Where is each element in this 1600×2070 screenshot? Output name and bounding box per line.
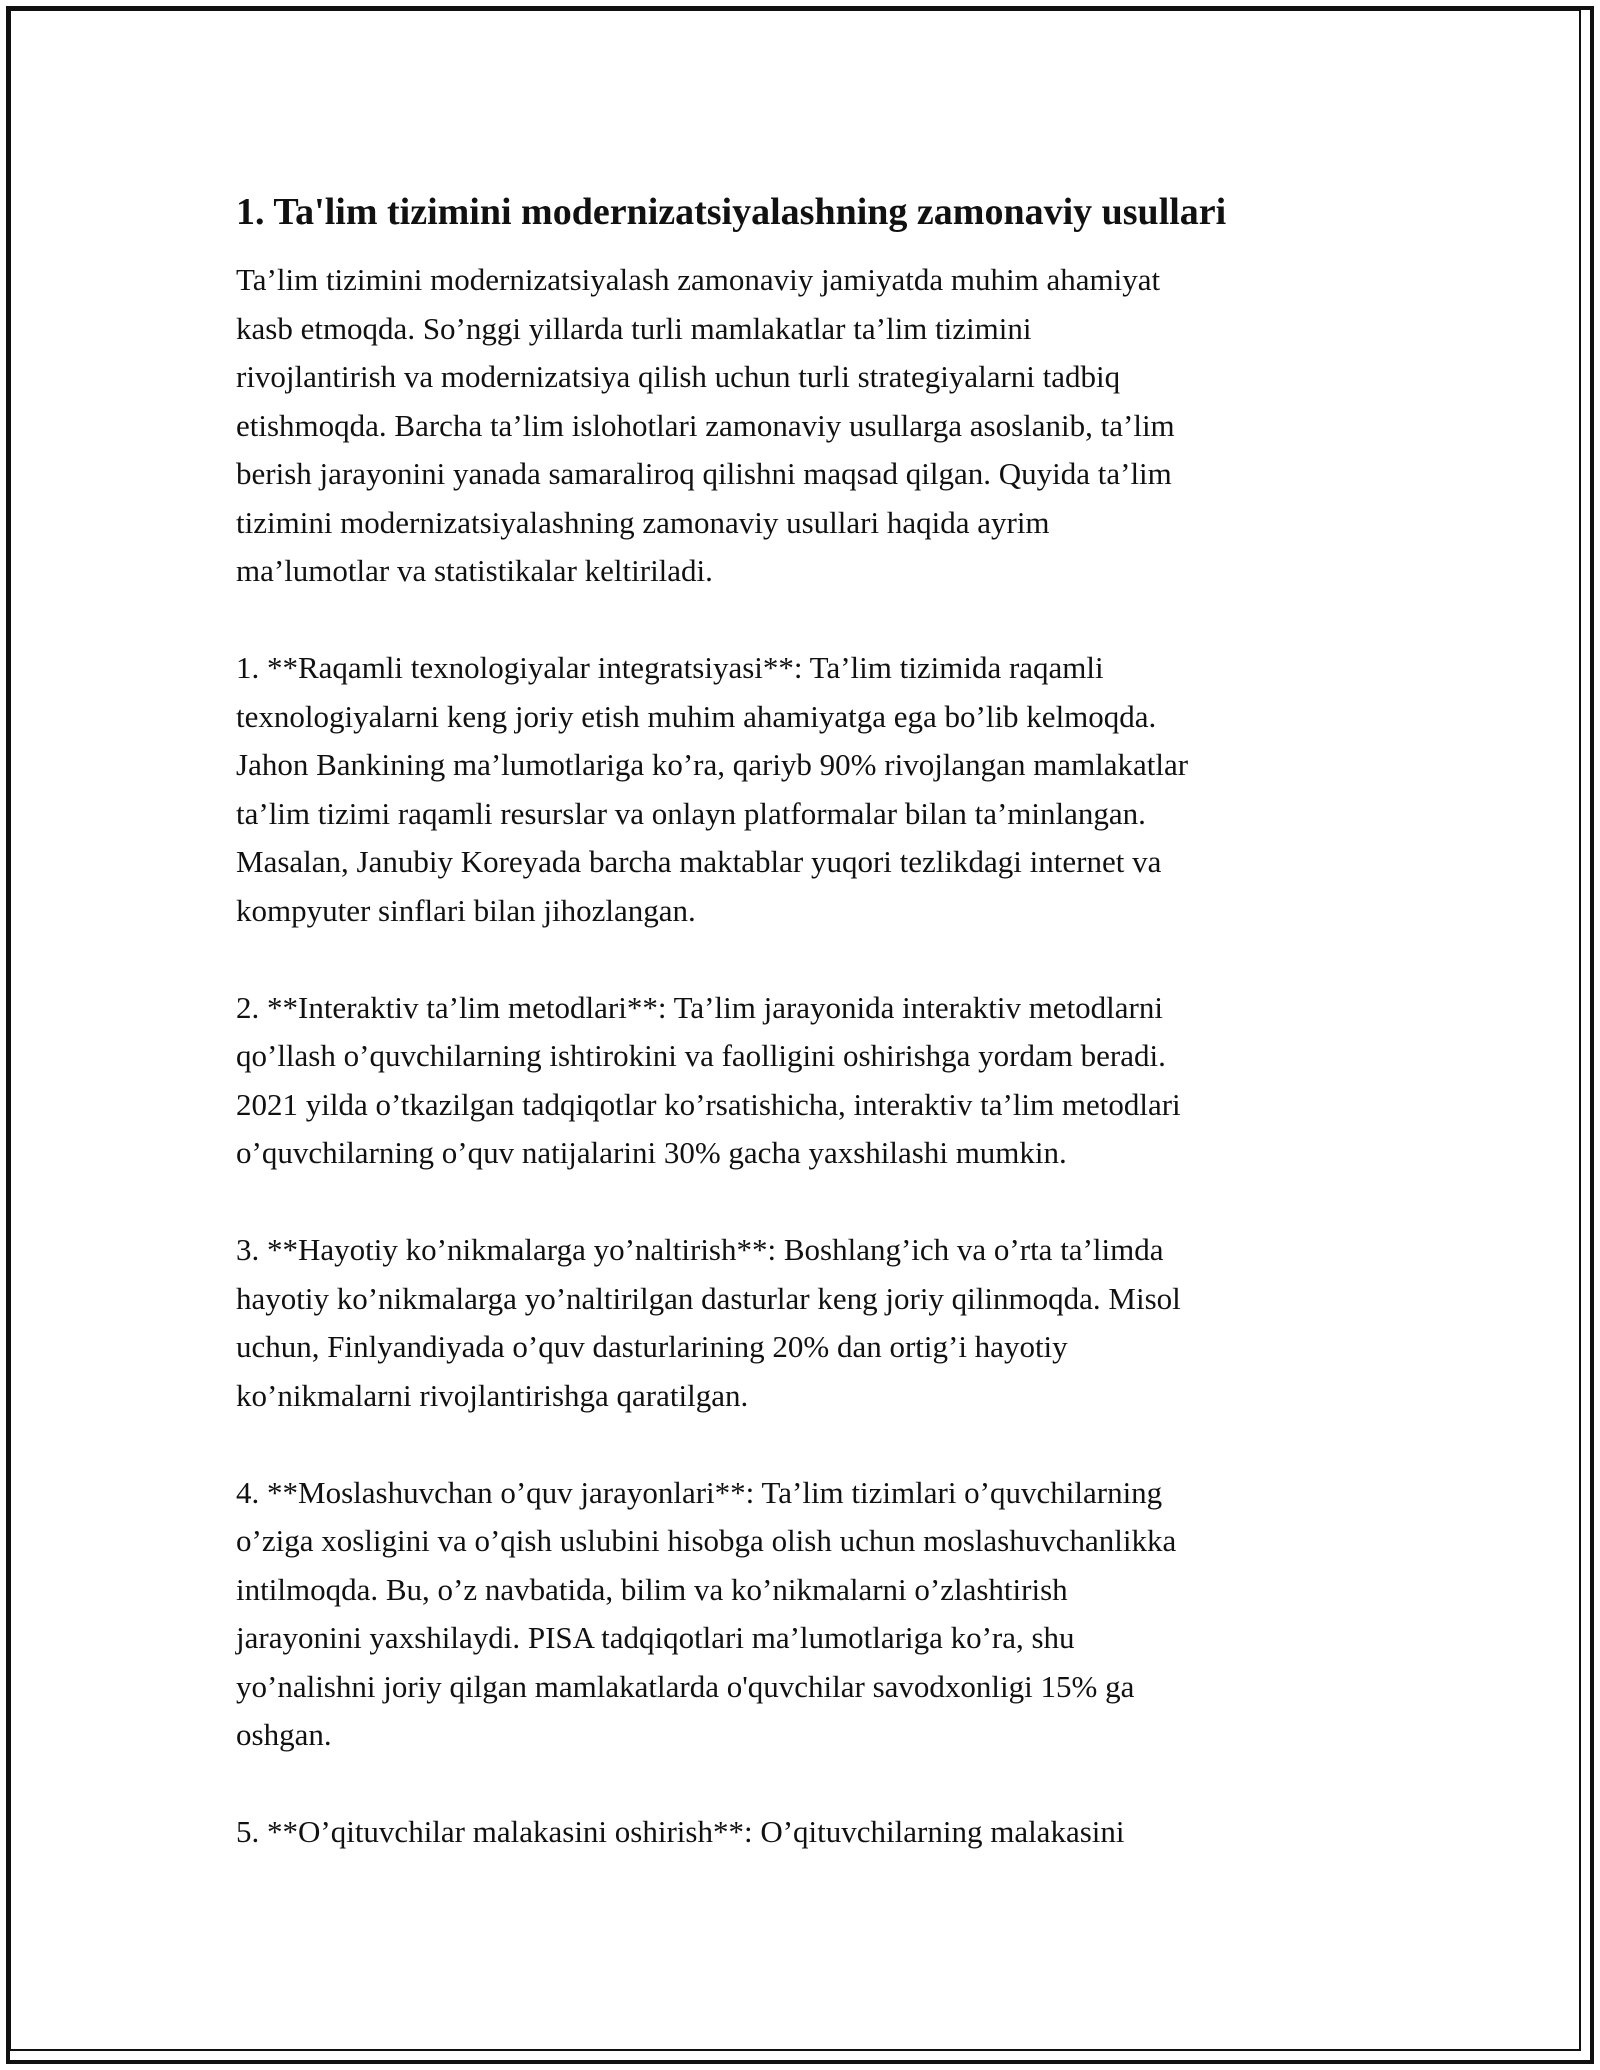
list-item-flexible-learning: [236, 1469, 1396, 1760]
text-line: kompyuter sinflari bilan jihozlangan.: [236, 892, 696, 928]
text-line: ta’lim tizimi raqamli resurslar va onlayn platformalar bilan ta’minlangan.: [236, 795, 1146, 831]
text-line: Masalan, Janubiy Koreyada barcha maktablar yuqori tezlikdagi internet va: [236, 844, 1162, 879]
text-line: yo’nalishni joriy qilgan mamlakatlarda o'quvchilar savodxonligi 15% ga: [236, 1668, 1135, 1704]
text-line: qo’llash o’quvchilarning ishtirokini va faolligini oshirishga yordam beradi.: [236, 1038, 1166, 1073]
text-line: texnologiyalarni keng joriy etish muhim ahamiyatga ega bo’lib kelmoqda.: [236, 698, 1157, 734]
text-line: ma’lumotlar va statistikalar keltiriladi.: [236, 553, 713, 588]
text-line: hayotiy ko’nikmalarga yo’naltirilgan dasturlar keng joriy qilinmoqda. Misol: [236, 1280, 1181, 1316]
text-line: 3. **Hayotiy ko’nikmalarga yo’naltirish**: Boshlang’ich va o’rta ta’limda: [236, 1232, 1164, 1267]
list-item-digital-technologies: [236, 644, 1396, 935]
text-line: berish jarayonini yanada samaraliroq qilishni maqsad qilgan. Quyida ta’lim: [236, 456, 1172, 491]
list-item-interactive-methods: [236, 984, 1396, 1178]
text-line: Ta’lim tizimini modernizatsiyalash zamonaviy jamiyatda muhim ahamiyat: [236, 262, 1161, 297]
text-line: 2. **Interaktiv ta’lim metodlari**: Ta’lim jarayonida interaktiv metodlarni: [236, 989, 1163, 1025]
text-line: rivojlantirish va modernizatsiya qilish uchun turli strategiyalarni tadbiq: [236, 359, 1121, 394]
text-line: etishmoqda. Barcha ta’lim islohotlari zamonaviy usullarga asoslanib, ta’lim: [236, 407, 1175, 443]
text-line: tizimini modernizatsiyalashning zamonaviy usullari haqida ayrim: [236, 504, 1050, 540]
text-line: 1. **Raqamli texnologiyalar integratsiyasi**: Ta’lim tizimida raqamli: [236, 650, 1104, 685]
list-item-teacher-training: [236, 1808, 1396, 1857]
text-line: kasb etmoqda. So’nggi yillarda turli mamlakatlar ta’lim tizimini: [236, 310, 1032, 346]
text-line: 4. **Moslashuvchan o’quv jarayonlari**: Ta’lim tizimlari o’quvchilarning: [236, 1474, 1163, 1510]
text-line: uchun, Finlyandiyada o’quv dasturlarining 20% dan ortig’i hayotiy: [236, 1329, 1068, 1364]
document-body: [236, 188, 1396, 1905]
list-item-life-skills: [236, 1226, 1396, 1420]
text-line: 2021 yilda o’tkazilgan tadqiqotlar ko’rsatishicha, interaktiv ta’lim metodlari: [236, 1086, 1181, 1122]
text-line: jarayonini yaxshilaydi. PISA tadqiqotlari ma’lumotlariga ko’ra, shu: [236, 1620, 1075, 1655]
text-line: 5. **O’qituvchilar malakasini oshirish**: O’qituvchilarning malakasini: [236, 1814, 1125, 1849]
text-line: Jahon Bankining ma’lumotlariga ko’ra, qariyb 90% rivojlangan mamlakatlar: [236, 747, 1189, 782]
text-line: o’quvchilarning o’quv natijalarini 30% gacha yaxshilashi mumkin.: [236, 1135, 1067, 1170]
text-line: o’ziga xosligini va o’qish uslubini hisobga olish uchun moslashuvchanlikka: [236, 1523, 1177, 1558]
text-line: oshgan.: [236, 1717, 332, 1752]
text-line: ko’nikmalarni rivojlantirishga qaratilgan.: [236, 1377, 749, 1413]
document-title: 1. Ta'lim tizimini modernizatsiyalashning zamonaviy usullari: [236, 191, 1227, 233]
intro-paragraph: [236, 256, 1396, 596]
text-line: intilmoqda. Bu, o’z navbatida, bilim va ko’nikmalarni o’zlashtirish: [236, 1571, 1068, 1607]
